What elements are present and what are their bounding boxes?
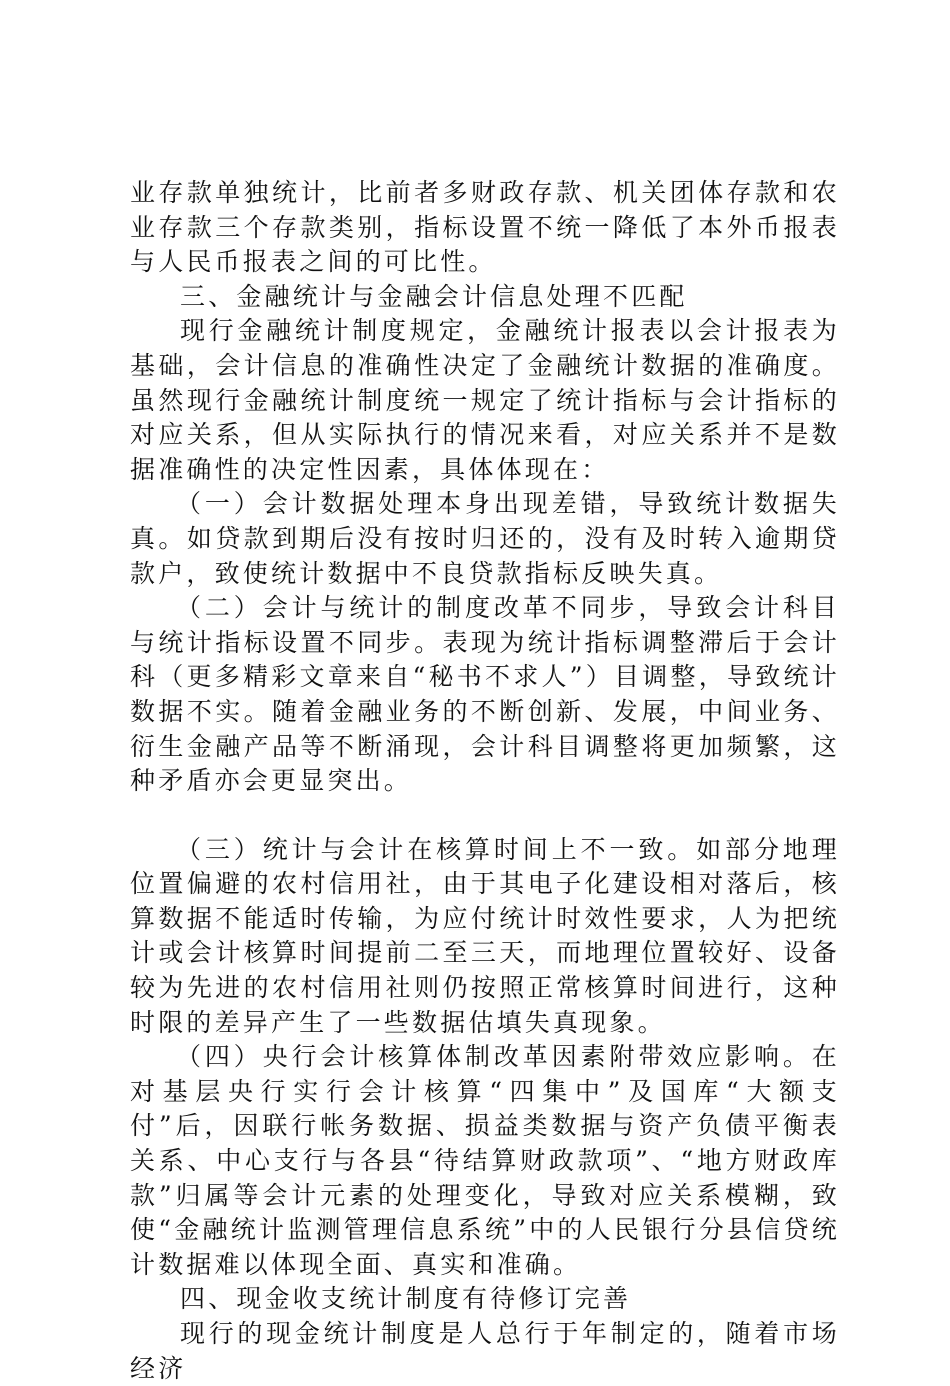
- paragraph-item-4: （四）央行会计核算体制改革因素附带效应影响。在对基层央行实行会计核算“四集中”及国库“大额支付”后，因联行帐务数据、损益类数据与资产负债平衡表关系、中心支行与各县“待结算财政款项”、“地方财政库款”归属等会计元素的处理变化，导致对应关系模糊，致使“金融统计监测管理信息系统”中的人民银行分县信贷统计数据难以体现全面、真实和准确。: [130, 1042, 840, 1279]
- paragraph-item-2: （二）会计与统计的制度改革不同步，导致会计科目与统计指标设置不同步。表现为统计指标调整滞后于会计科（更多精彩文章来自“秘书不求人”）目调整，导致统计数据不实。随着金融业务的不断创新、发展，中间业务、衍生金融产品等不断涌现，会计科目调整将更加频繁，这种矛盾亦会更显突出。: [130, 593, 840, 796]
- document-page: [130, 176, 840, 1386]
- paragraph-section-3-intro: 现行金融统计制度规定，金融统计报表以会计报表为基础，会计信息的准确性决定了金融统计数据的准确度。虽然现行金融统计制度统一规定了统计指标与会计指标的对应关系，但从实际执行的情况来看，对应关系并不是数据准确性的决定性因素，具体体现在：: [130, 316, 840, 484]
- paragraph-item-3: （三）统计与会计在核算时间上不一致。如部分地理位置偏避的农村信用社，由于其电子化建设相对落后，核算数据不能适时传输，为应付统计时效性要求，人为把统计或会计核算时间提前二至三天，而地理位置较好、设备较为先进的农村信用社则仍按照正常核算时间进行，这种时限的差异产生了一些数据估填失真现象。: [130, 834, 840, 1037]
- section-heading-4: 四、现金收支统计制度有待修订完善: [180, 1284, 632, 1314]
- paragraph-section-4-intro: 现行的现金统计制度是人总行于年制定的，随着市场经济: [130, 1319, 840, 1383]
- paragraph-continued: 业存款单独统计，比前者多财政存款、机关团体存款和农业存款三个存款类别，指标设置不统一降低了本外币报表与人民币报表之间的可比性。: [130, 178, 840, 277]
- section-heading-3: 三、金融统计与金融会计信息处理不匹配: [180, 281, 688, 311]
- paragraph-item-1: （一）会计数据处理本身出现差错，导致统计数据失真。如贷款到期后没有按时归还的，没有及时转入逾期贷款户，致使统计数据中不良贷款指标反映失真。: [130, 489, 840, 588]
- blank-line: [130, 799, 840, 833]
